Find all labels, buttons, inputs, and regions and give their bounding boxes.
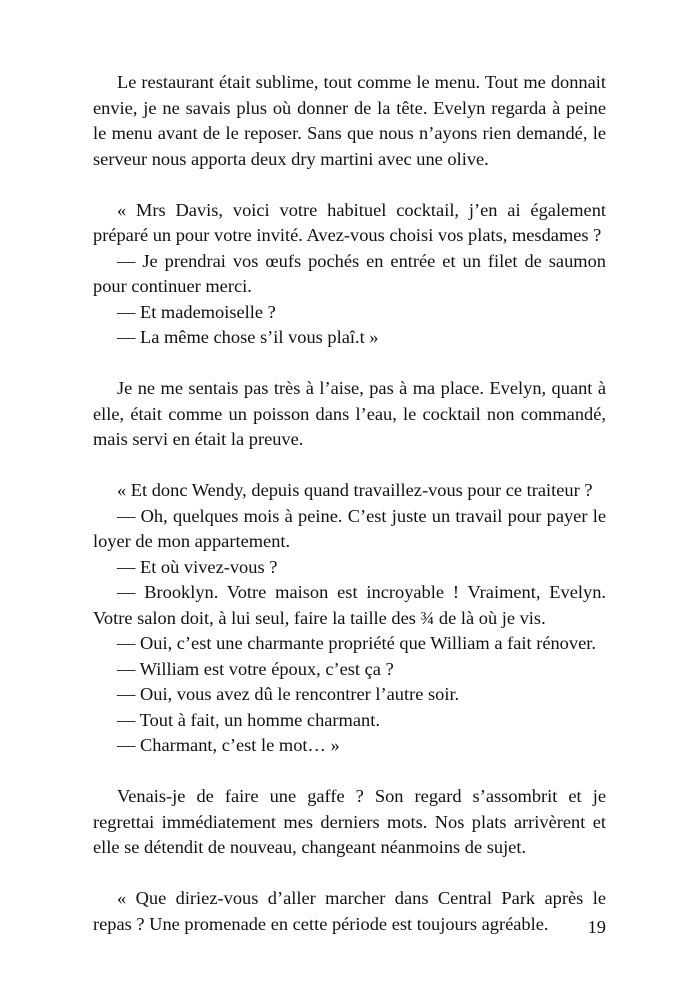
dialogue-line: — Et mademoiselle ? (117, 301, 276, 322)
dialogue-line: « Que diriez-vous d’aller marcher dans Central Park après le repas ? Une promenade en cette période est toujours agréable. (93, 888, 606, 934)
dialogue-line: — La même chose s’il vous plaî.t » (117, 327, 379, 347)
dialogue-line: « Et donc Wendy, depuis quand travaillez-vous pour ce traiteur ? (117, 480, 593, 500)
page-number: 19 (587, 917, 606, 937)
dialogue-line: — Tout à fait, un homme charmant. (117, 709, 380, 730)
paragraph-narration: Venais-je de faire une gaffe ? Son regard s’assombrit et je regrettai immédiatement mes derniers mots. Nos plats arrivèrent et elle se détendit de nouveau, changeant néanmoins de sujet. (93, 786, 606, 857)
dialogue-line: — Oui, vous avez dû le rencontrer l’autre soir. (117, 684, 460, 704)
dialogue-line: — Oui, c’est une charmante propriété que William a fait rénover. (117, 633, 596, 653)
dialogue-line: — Charmant, c’est le mot… » (117, 735, 340, 755)
dialogue-line: — Je prendrai vos œufs pochés en entrée et un filet de saumon pour continuer merci. (93, 250, 606, 296)
dialogue-line: — Brooklyn. Votre maison est incroyable ! Vraiment, Evelyn. Votre salon doit, à lui seul, faire la taille des ¾ de là où je vis. (93, 582, 606, 628)
dialogue-line: — William est votre époux, c’est ça ? (117, 658, 394, 679)
dialogue-line: — Et où vivez-vous ? (117, 556, 278, 577)
paragraph-restaurant: Le restaurant était sublime, tout comme le menu. Tout me donnait envie, je ne savais plus où donner de la tête. Evelyn regarda à peine le menu avant de le reposer. Sans que nous n’ayons rien demandé, le serveur nous apporta deux dry martini avec une olive. (93, 72, 606, 169)
dialogue-line: « Mrs Davis, voici votre habituel cocktail, j’en ai également préparé un pour votre invité. Avez-vous choisi vos plats, mesdames ? (93, 199, 606, 245)
page-body (93, 70, 606, 937)
paragraph-narration: Je ne me sentais pas très à l’aise, pas à ma place. Evelyn, quant à elle, était comme un poisson dans l’eau, le cocktail non commandé, mais servi en était la preuve. (93, 378, 606, 449)
dialogue-line: — Oh, quelques mois à peine. C’est juste un travail pour payer le loyer de mon appartement. (93, 505, 606, 551)
